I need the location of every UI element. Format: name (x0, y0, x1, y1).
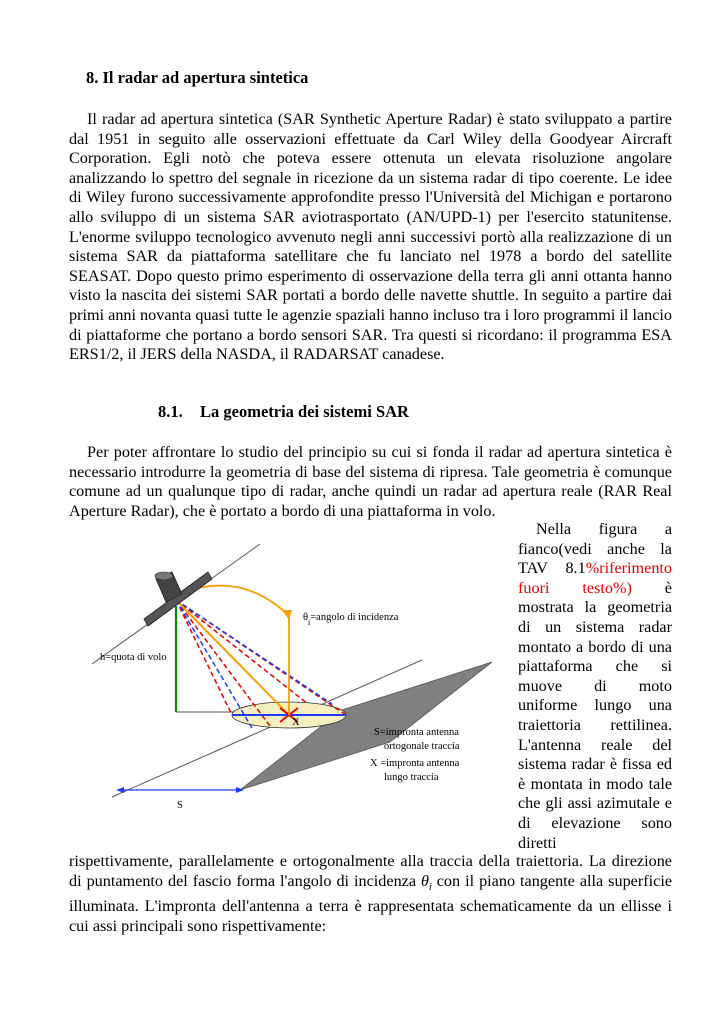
antenna-icon (144, 572, 212, 626)
side-text-before: Nella figura a fianco(vedi anche la TAV 8.1 (518, 520, 672, 578)
subsection-title (158, 402, 409, 422)
theta-symbol: $\theta_i$ (421, 871, 432, 893)
continuation-paragraph (69, 852, 672, 937)
subsection-number: 8.1. (158, 402, 183, 421)
x-label: X (292, 717, 300, 728)
sar-geometry-figure (92, 532, 512, 832)
continuation-text-1: rispettivamente, parallelamente e ortogonalmente alla traccia della traiettoria. La direzione di puntamento del fascio forma l'angolo di incidenza (69, 852, 672, 890)
broken-reference: %riferimento fuori testo%) (518, 559, 672, 597)
subsection-title-text: La geometria dei sistemi SAR (200, 402, 409, 421)
intro-text: Il radar ad apertura sintetica (SAR Synthetic Aperture Radar) è stato sviluppato a partire dal 1951 in seguito alle osservazioni effettuate da Carl Wiley della Goodyear Aircraft Corporation. Egli notò che poteva essere ottenuta un elevata risoluzione angolare analizzando lo spettro del segnale in ricezione da un sistema radar di tipo coerente. Le idee di Wiley furono successivamente approfondite presso l'Università del Michigan e portarono allo sviluppo di un sistema SAR aviotrasportato (AN/UPD-1) per l'esercito statunitense. L'enorme sviluppo tecnologico avvenuto negli anni successivi portò alla realizzazione di un sistema SAR da piattaforma satellitare che fu lanciato nel 1978 a bordo del satellite SEASAT. Dopo questo primo esperimento di osservazione della terra gli anni ottanta hanno visto la nascita dei sistemi SAR portati a bordo delle navette shuttle. In seguito a partire dai primi anni novanta quasi tutte le agenzie spaziali hanno incluso tra i loro programmi il lancio di piattaforme che portano a bordo sensori SAR. Tra questi si ricordano: il programma ESA ERS1/2, il JERS della NASDA, il RADARSAT canadese. (69, 110, 672, 364)
arc-arrowhead (282, 610, 292, 620)
continuation-text-2: con il piano tangente alla superficie illuminata. L'impronta dell'antenna a terra è rappresentata schematicamente da un ellisse i cui assi principali sono rispettivamente: (69, 871, 673, 936)
incidence-angle-arc (184, 586, 287, 614)
s-legend-1: S=impronta antenna (374, 727, 459, 738)
intro-paragraph (69, 110, 672, 365)
figure-side-text (518, 520, 672, 853)
s-axis-label: S (177, 800, 183, 811)
s-legend-2: ortogonale traccia (384, 741, 460, 752)
x-legend-2: lungo traccia (384, 772, 439, 783)
side-text-after: è mostrata la geometria di un sistema radar montato a bordo di una piattaforma che si muove di moto uniforme lungo una traiettoria rettilinea. L'antenna reale del sistema radar è fissa ed è montata in modo tale che gli assi azimutale e di elevazione sono diretti (518, 578, 672, 852)
height-label: h=quota di volo (100, 652, 167, 663)
section-title: 8. Il radar ad apertura sintetica (86, 68, 309, 87)
geometry-paragraph (69, 443, 672, 521)
x-legend-1: X =impronta antenna (370, 758, 460, 769)
geometry-text: Per poter affrontare lo studio del principio su cui si fonda il radar ad apertura sintetica è necessario introdurre la geometria di base del sistema di ripresa. Tale geometria è comunque comune ad un qualunque tipo di radar, anche quindi un radar ad apertura reale (RAR Real Aperture Radar), che è portato a bordo di una piattaforma in volo. (69, 443, 672, 520)
incidence-label: $\theta_i=angolo$ di incidenza (303, 612, 399, 627)
